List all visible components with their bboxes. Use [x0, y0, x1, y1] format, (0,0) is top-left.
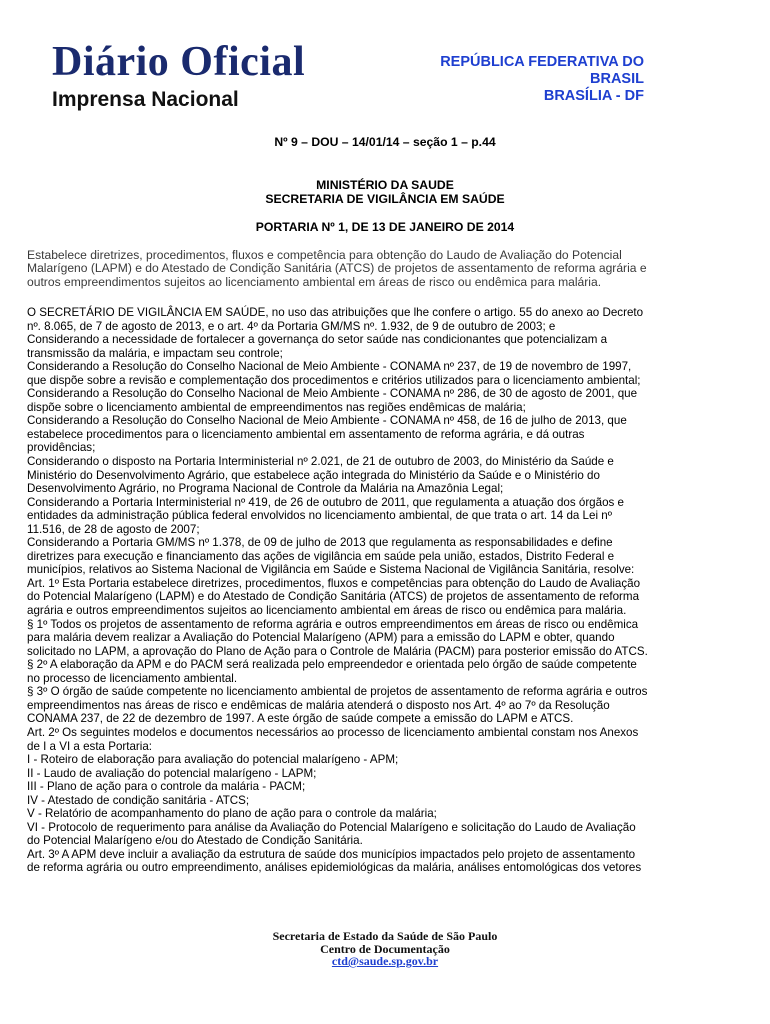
body-line: III - Plano de ação para o controle da malária - PACM; [27, 780, 306, 794]
footer-email-link[interactable]: ctd@saude.sp.gov.br [331, 954, 439, 968]
masthead-subtitle: Imprensa Nacional [52, 88, 239, 111]
body-line: Considerando o disposto na Portaria Interministerial nº 2.021, de 21 de outubro de 2003, do Ministério da Saúde e [27, 455, 614, 469]
body-line: Considerando a Portaria GM/MS nº 1.378, de 09 de julho de 2013 que regulamenta as responsabilidades e define [27, 536, 613, 550]
body-line: Art. 3º A APM deve incluir a avaliação da estrutura de saúde dos municípios impactados pelo projeto de assentamento [27, 847, 636, 861]
portaria-title: PORTARIA Nº 1, DE 13 DE JANEIRO DE 2014 [255, 220, 515, 234]
secretariat-name: SECRETARIA DE VIGILÂNCIA EM SAÚDE [265, 192, 505, 206]
body-line: CONAMA 237, de 22 de dezembro de 1997. A este órgão de saúde compete a emissão do LAPM e ATCS. [27, 712, 574, 726]
body-line: estabelece procedimentos para o licenciamento ambiental em assentamento de reforma agrária, e dá outras [27, 427, 585, 441]
body-line: O SECRETÁRIO DE VIGILÂNCIA EM SAÚDE, no uso das atribuições que lhe confere o artigo. 55 do anexo ao Decreto [27, 306, 644, 319]
body-line: solicitado no LAPM, a aprovação do Plano de Ação para o Controle de Malária (PACM) para posterior emissão do ATCS. [27, 644, 648, 658]
body-line: agrária e outros empreendimentos sujeitos ao licenciamento ambiental em áreas de risco ou endêmica para malária. [27, 604, 627, 618]
body-line: V - Relatório de acompanhamento do plano de ação para o controle da malária; [27, 807, 437, 821]
ministry-heading [0, 178, 770, 206]
abstract-line: Malarígeno (LAPM) e do Atestado de Condição Sanitária (ATCS) de projetos de assentamento de reforma agrária e [27, 261, 647, 276]
republic-line-2: BRASIL [590, 71, 644, 87]
body-line: VI - Protocolo de requerimento para análise da Avaliação do Potencial Malarígeno e solicitação do Laudo de Avaliação [27, 820, 636, 834]
body-line: Considerando a Resolução do Conselho Nacional de Meio Ambiente - CONAMA nº 237, de 19 de novembro de 1997, [27, 360, 632, 374]
body-line: transmissão da malária, e impactam seu controle; [27, 346, 283, 360]
footer-institution: Secretaria de Estado da Saúde de São Paulo [272, 929, 498, 943]
body-line: II - Laudo de avaliação do potencial malarígeno - LAPM; [27, 766, 317, 780]
body-line: que dispõe sobre a revisão e complementação dos procedimentos e critérios utilizados para o licenciamento ambiental; [27, 373, 641, 387]
republic-heading [404, 54, 644, 105]
publication-reference: Nº 9 – DOU – 14/01/14 – seção 1 – p.44 [274, 135, 496, 149]
republic-line-1: REPÚBLICA FEDERATIVA DO [440, 54, 644, 70]
body-line: § 2º A elaboração da APM e do PACM será realizada pelo empreendedor e orientada pelo órgão de saúde competente [27, 658, 637, 672]
body-line: Art. 1º Esta Portaria estabelece diretrizes, procedimentos, fluxos e competências para obtenção do Laudo de Avaliação [27, 576, 641, 590]
body-line: no processo de licenciamento ambiental. [27, 671, 238, 685]
body-line: do Potencial Malarígeno e/ou do Atestado de Condição Sanitária. [27, 834, 363, 848]
masthead [52, 40, 305, 112]
body-line: providências; [27, 441, 96, 455]
document-body [27, 306, 743, 875]
body-line: empreendimentos nas áreas de risco e endêmicas de malária atenderá o disposto nos Art. 4º ao 7º da Resolução [27, 698, 610, 712]
body-line: nº. 8.065, de 7 de agosto de 2013, e o art. 4º da Portaria GM/MS nº. 1.932, de 9 de outubro de 2003; e [27, 319, 556, 333]
abstract [27, 249, 727, 289]
ministry-name: MINISTÉRIO DA SAUDE [316, 178, 454, 192]
body-line: Ministério do Desenvolvimento Agrário, que estabelece ação integrada do Ministério da Saúde e o Ministério do [27, 468, 600, 482]
body-line: 11.516, de 28 de agosto de 2007; [27, 522, 200, 536]
body-line: I - Roteiro de elaboração para avaliação do potencial malarígeno - APM; [27, 753, 399, 767]
body-line: entidades da administração pública federal envolvidos no licenciamento ambiental, de que trata o art. 14 da Lei nº [27, 509, 612, 523]
body-line: para malária devem realizar a Avaliação do Potencial Malarígeno (APM) para a emissão do LAPM e obter, quando [27, 631, 615, 645]
body-line: municípios, relativos ao Sistema Nacional de Vigilância em Saúde e Sistema Nacional de Vigilância Sanitária, resolve: [27, 563, 635, 577]
body-line: do Potencial Malarígeno (LAPM) e do Atestado de Condição Sanitária (ATCS) de projetos de assentamento de reforma [27, 590, 640, 604]
body-line: Art. 2º Os seguintes modelos e documentos necessários ao processo de licenciamento ambiental constam nos Anexos [27, 725, 639, 739]
body-line: diretrizes para execução e financiamento das ações de vigilância em saúde pela união, estados, Distrito Federal e [27, 549, 615, 563]
footer-department: Centro de Documentação [320, 941, 450, 956]
body-line: de I a VI a esta Portaria: [27, 739, 153, 753]
body-line: Considerando a necessidade de fortalecer a governança do setor saúde nas condicionantes que potencializam a [27, 333, 608, 347]
footer-stamp [0, 930, 770, 968]
body-line: Considerando a Resolução do Conselho Nacional de Meio Ambiente - CONAMA nº 458, de 16 de julho de 2013, que [27, 414, 627, 428]
body-line: Desenvolvimento Agrário, no Programa Nacional de Controle da Malária na Amazônia Legal; [27, 482, 504, 496]
body-line: dispõe sobre o licenciamento ambiental de empreendimentos nas regiões endêmicas de malária; [27, 400, 526, 414]
body-line: de reforma agrária ou outro empreendimento, análises epidemiológicas da malária, análises entomológicas dos vetores [27, 861, 642, 875]
body-line: IV - Atestado de condição sanitária - ATCS; [27, 793, 250, 807]
abstract-line: outros empreendimentos sujeitos ao licenciamento ambiental em áreas de risco ou endêmica para malária. [27, 274, 602, 289]
masthead-title: Diário Oficial [52, 39, 306, 85]
body-line: § 3º O órgão de saúde competente no licenciamento ambiental de projetos de assentamento de reforma agrária e outros [27, 685, 648, 699]
abstract-line: Estabelece diretrizes, procedimentos, fluxos e competência para obtenção do Laudo de Avaliação do Potencial [27, 248, 622, 262]
body-line: Considerando a Resolução do Conselho Nacional de Meio Ambiente - CONAMA nº 286, de 30 de agosto de 2001, que [27, 387, 638, 401]
republic-line-3: BRASÍLIA - DF [543, 88, 644, 104]
body-line: § 1º Todos os projetos de assentamento de reforma agrária e outros empreendimentos em áreas de risco ou endêmica [27, 617, 639, 631]
body-line: Considerando a Portaria Interministerial nº 419, de 26 de outubro de 2011, que regulamenta a atuação dos órgãos e [27, 495, 624, 509]
